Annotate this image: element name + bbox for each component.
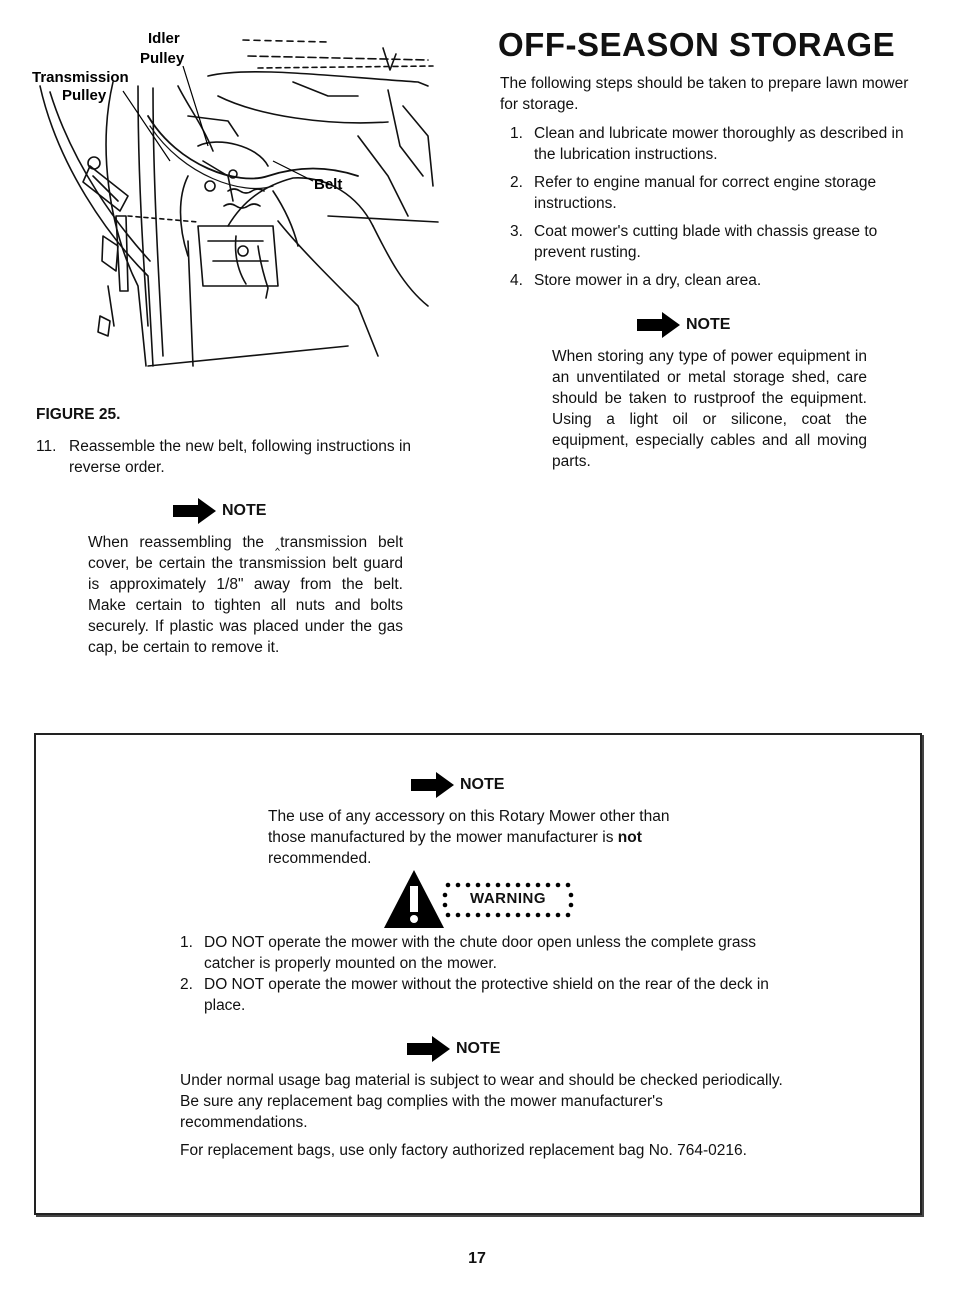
list-item xyxy=(170,932,790,974)
page-title: OFF-SEASON STORAGE xyxy=(498,26,896,63)
label-transmission-pulley: Pulley xyxy=(62,87,107,104)
note-heading xyxy=(636,310,730,340)
note-label: NOTE xyxy=(456,1040,501,1057)
warning-list xyxy=(170,932,790,1016)
list-item xyxy=(500,172,920,214)
intro-paragraph: The following steps should be taken to prepare lawn mower for storage. xyxy=(500,75,909,113)
replacement-bag-note: For replacement bags, use only factory authorized replacement bag No. 764-0216. xyxy=(180,1142,747,1159)
list-item xyxy=(500,123,920,165)
step-11 xyxy=(36,436,466,478)
accessory-note xyxy=(268,806,698,869)
item-number: 2. xyxy=(180,976,193,993)
step-text: Refer to engine manual for correct engine storage instructions. xyxy=(534,174,877,212)
warning-badge xyxy=(382,868,582,934)
list-item xyxy=(500,221,920,263)
step-number: 4. xyxy=(510,272,523,289)
step-text: Clean and lubricate mower thoroughly as described in the lubrication instructions. xyxy=(534,125,904,163)
item-text: DO NOT operate the mower without the protective shield on the rear of the deck in place. xyxy=(204,976,769,1014)
label-belt: Belt xyxy=(314,176,343,193)
label-pulley: Pulley xyxy=(140,50,185,67)
note-label: NOTE xyxy=(460,776,505,793)
belt-assembly-illustration xyxy=(28,26,448,386)
step-text: Reassemble the new belt, following instructions in reverse order. xyxy=(69,438,412,476)
accessory-note-text: The use of any accessory on this Rotary Mower other than those manufactured by the mower manufacturer is xyxy=(268,808,670,846)
note-label: NOTE xyxy=(686,316,731,333)
list-item xyxy=(170,974,790,1016)
note-heading xyxy=(172,496,266,526)
step-text: Coat mower's cutting blade with chassis grease to prevent rusting. xyxy=(534,223,878,261)
item-text: DO NOT operate the mower with the chute door open unless the complete grass catcher is properly mounted on the mower. xyxy=(204,934,756,972)
page-number: 17 xyxy=(468,1250,486,1267)
accessory-note-emphasis: not xyxy=(617,829,642,846)
step-number: 1. xyxy=(510,125,523,142)
step-text: Store mower in a dry, clean area. xyxy=(534,272,762,289)
item-number: 1. xyxy=(180,934,193,951)
label-idler: Idler xyxy=(148,30,180,47)
note-body: When storing any type of power equipment in an unventilated or metal storage shed, care should be taken to rustproof the equipment. Using a light oil or silicone, coat the equipment, especially cables and all moving parts. xyxy=(552,348,867,470)
note-label: NOTE xyxy=(222,502,267,519)
note-heading xyxy=(406,1034,500,1064)
step-number: 2. xyxy=(510,174,523,191)
note-heading xyxy=(410,770,504,800)
arrow-icon xyxy=(410,770,456,800)
bag-note: Under normal usage bag material is subject to wear and should be checked periodically. Be sure any replacement bag complies with the mower manufacturer's recommendations. xyxy=(180,1072,783,1131)
arrow-icon xyxy=(406,1034,452,1064)
figure-caption: FIGURE 25. xyxy=(36,406,121,423)
arrow-icon xyxy=(636,310,682,340)
arrow-icon xyxy=(172,496,218,526)
storage-steps xyxy=(500,123,920,298)
step-number: 3. xyxy=(510,223,523,240)
note-body: When reassembling the ‸transmission belt cover, be certain the transmission belt guard is approximately 1/8" away from the belt. Make certain to tighten all nuts and bolts securely. If plastic was placed under the gas cap, be certain to remove it. xyxy=(88,534,403,656)
list-item xyxy=(500,270,920,291)
warning-triangle-icon xyxy=(382,868,446,930)
step-number: 11. xyxy=(36,438,57,455)
label-transmission: Transmission xyxy=(32,69,129,86)
warning-label: WARNING xyxy=(470,890,546,907)
accessory-note-text-end: recommended. xyxy=(268,850,372,867)
figure-25 xyxy=(28,26,448,386)
